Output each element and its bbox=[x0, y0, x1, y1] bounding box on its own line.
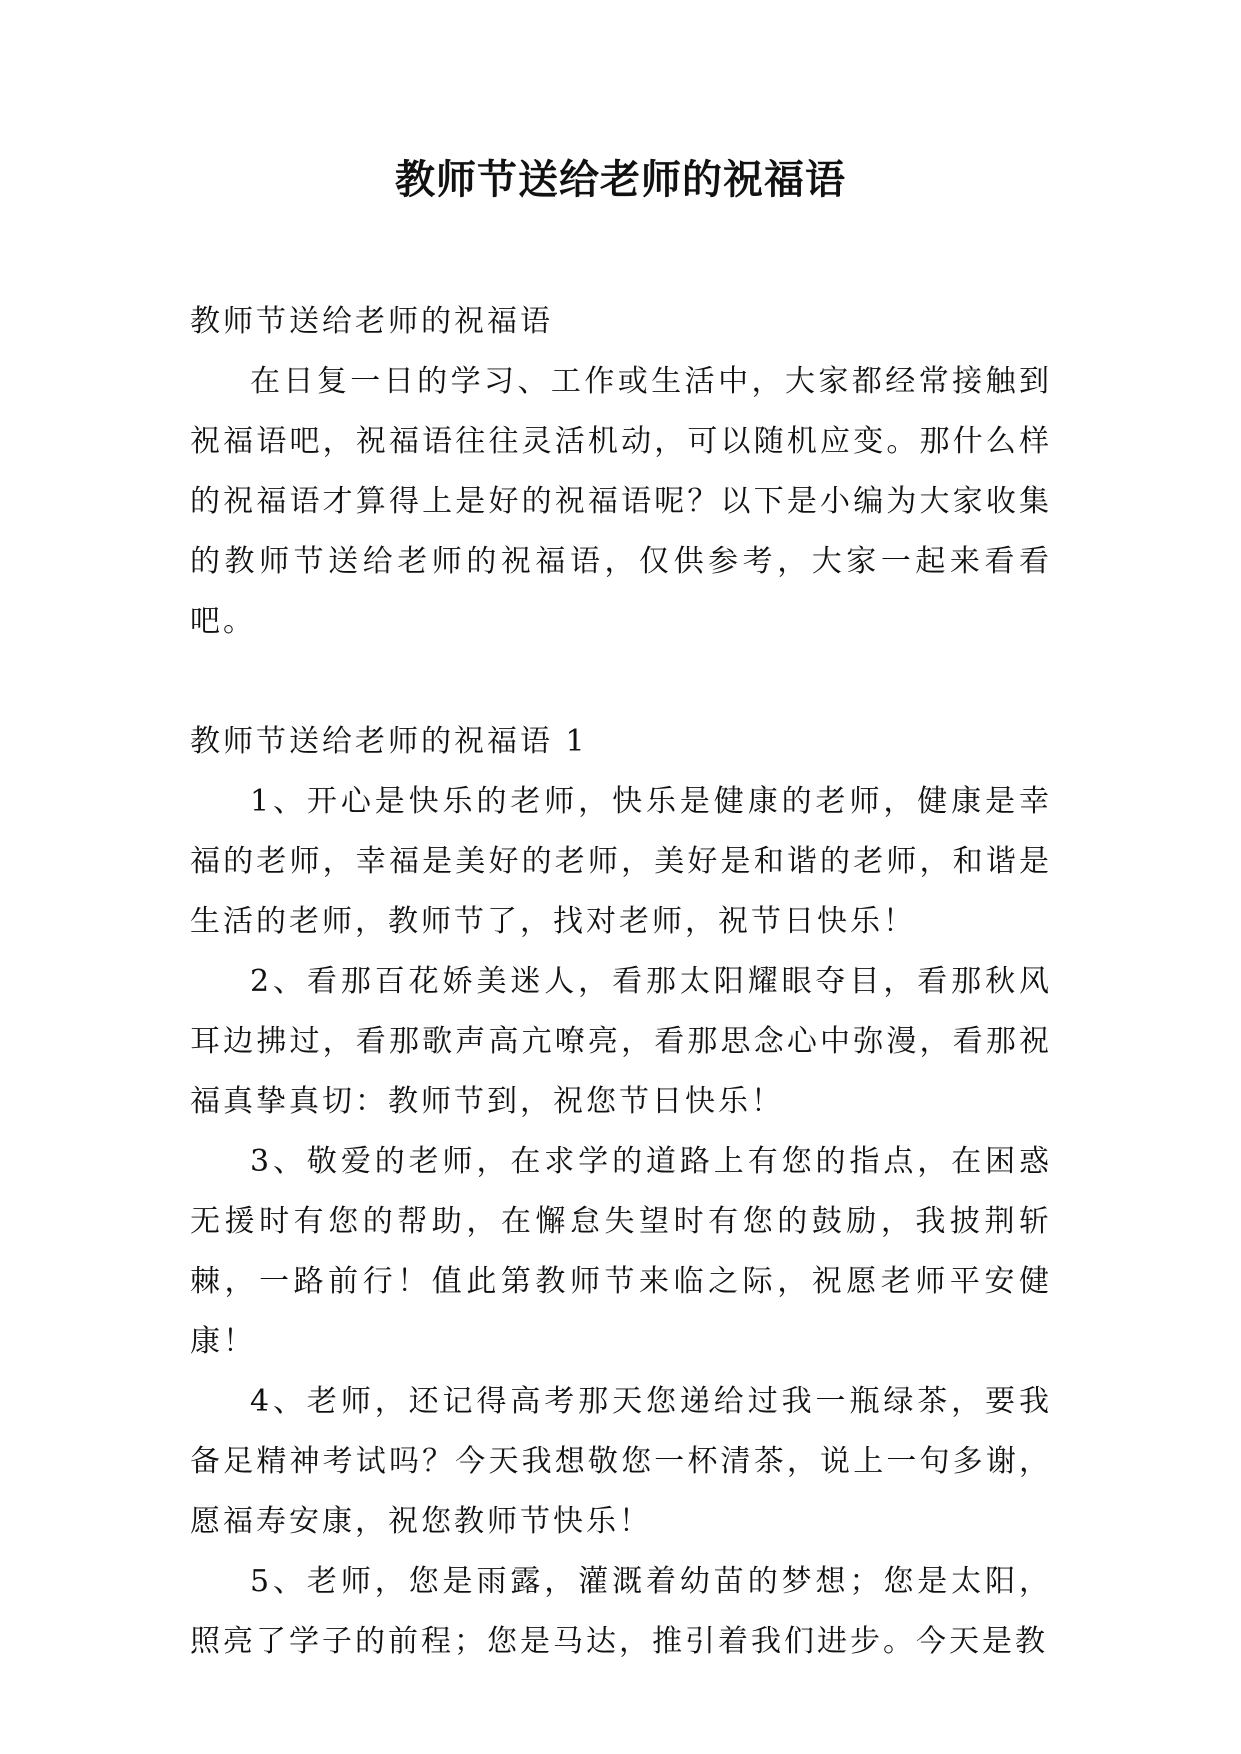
blessing-item-5: 5、老师，您是雨露，灌溉着幼苗的梦想；您是太阳，照亮了学子的前程；您是马达，推引着我们进步。今天是教 bbox=[190, 1564, 1052, 1659]
document-title: 教师节送给老师的祝福语 bbox=[395, 157, 846, 203]
section-heading: 教师节送给老师的祝福语 1 bbox=[190, 724, 588, 759]
blessing-item-3: 3、敬爱的老师，在求学的道路上有您的指点，在困惑无援时有您的帮助，在懈怠失望时有您的鼓励，我披荆斩棘，一路前行！值此第教师节来临之际，祝愿老师平安健康！ bbox=[190, 1144, 1052, 1359]
blessing-item-4: 4、老师，还记得高考那天您递给过我一瓶绿茶，要我备足精神考试吗？今天我想敬您一杯清茶，说上一句多谢，愿福寿安康，祝您教师节快乐！ bbox=[190, 1384, 1052, 1539]
intro-heading: 教师节送给老师的祝福语 bbox=[190, 304, 553, 339]
blessing-item-2: 2、看那百花娇美迷人，看那太阳耀眼夺目，看那秋风耳边拂过，看那歌声高亢嘹亮，看那思念心中弥漫，看那祝福真挚真切：教师节到，祝您节日快乐！ bbox=[190, 964, 1052, 1119]
blessing-item-1: 1、开心是快乐的老师，快乐是健康的老师，健康是幸福的老师，幸福是美好的老师，美好是和谐的老师，和谐是生活的老师，教师节了，找对老师，祝节日快乐！ bbox=[190, 784, 1052, 939]
document-body bbox=[190, 292, 1052, 1672]
intro-paragraph: 在日复一日的学习、工作或生活中，大家都经常接触到祝福语吧，祝福语往往灵活机动，可以随机应变。那什么样的祝福语才算得上是好的祝福语呢？以下是小编为大家收集的教师节送给老师的祝福语，仅供参考，大家一起来看看吧。 bbox=[190, 364, 1052, 639]
